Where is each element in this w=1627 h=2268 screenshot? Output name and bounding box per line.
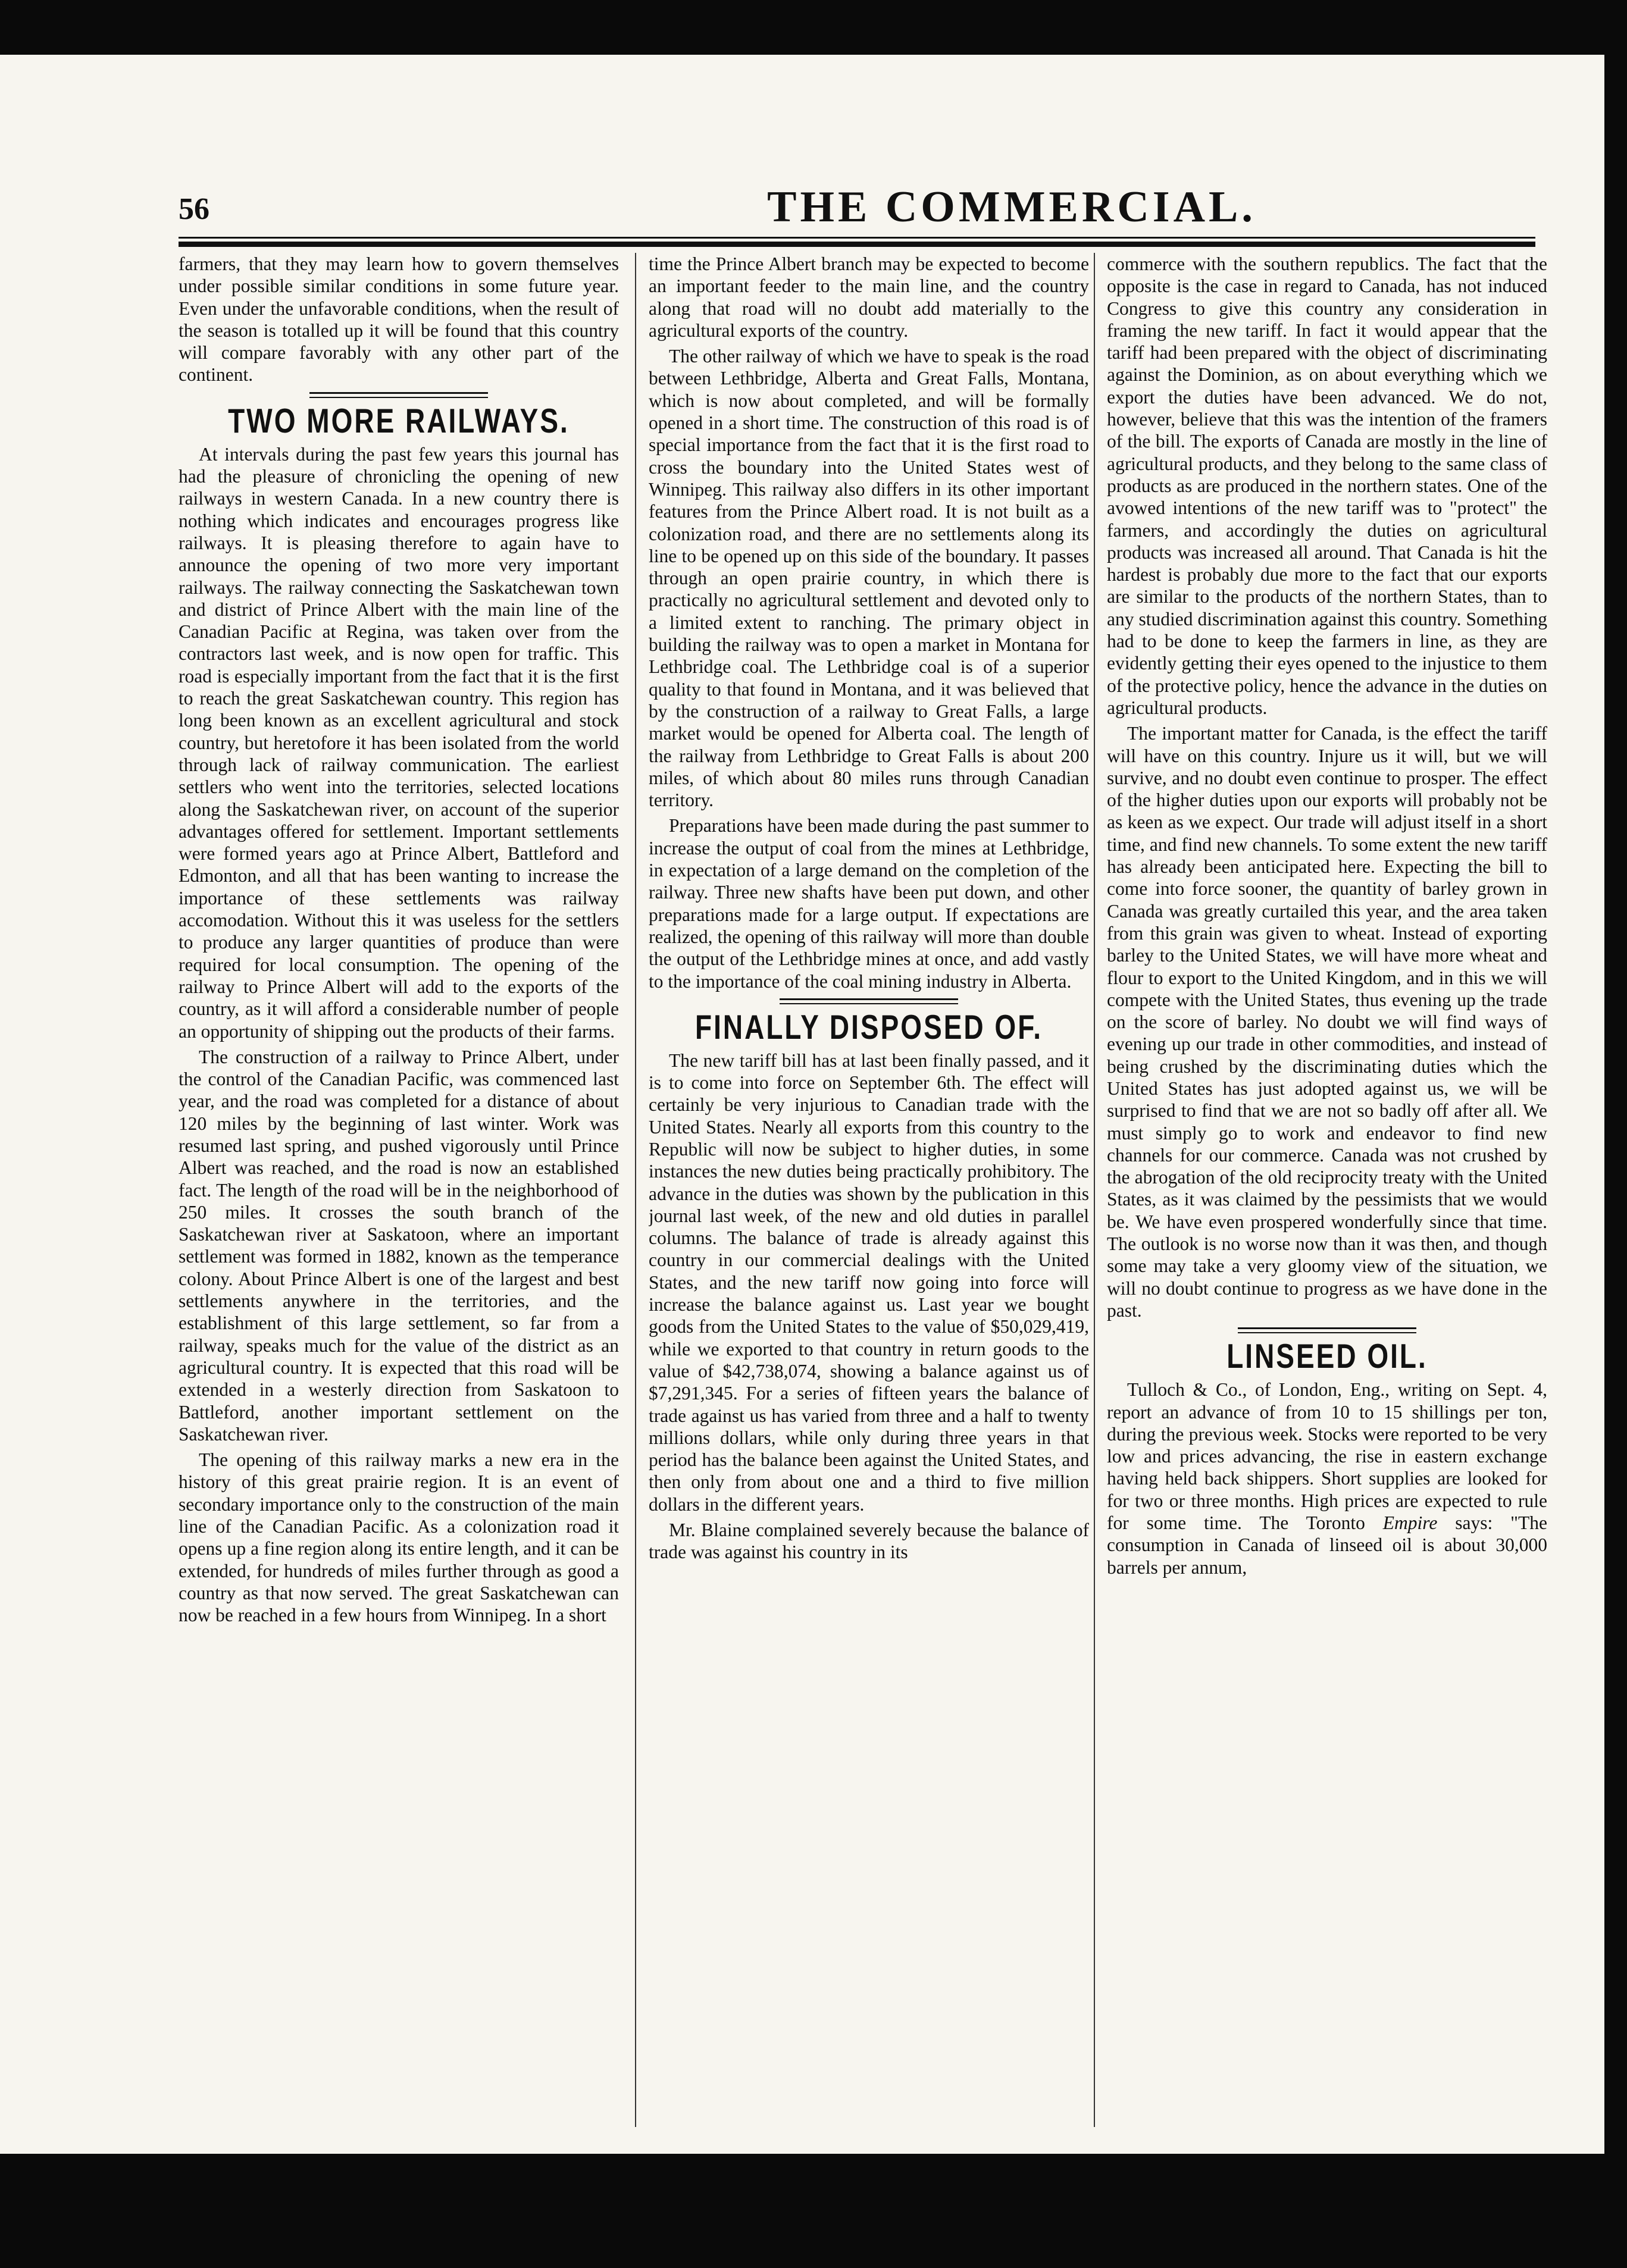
masthead-rule <box>179 237 1535 239</box>
heading-divider <box>309 392 488 398</box>
article-heading: TWO MORE RAILWAYS. <box>228 401 570 440</box>
text-segment: says: "The consumption in Canada of linseed oil is about 30,000 barrels per annum, <box>1107 1512 1547 1578</box>
article-continued-text: commerce with the southern republics. The fact that the opposite is the case in regard to Canada, has not induced Congress to give this country any consideration in framing the new tariff. In fact it would appear that the tariff had been prepared with the object of discriminating against the Dominion, as on about everything which we export the duties have been advanced. We do not, however, believe that this was the intention of the framers of the bill. The exports of Canada are mostly in the line of agricultural products, and they belong to the same class of products as are produced in the northern states. One of the avowed intentions of the new tariff was to "protect" the farmers, and accordingly the duties on agricultural products was increased all around. That Canada is hit the hardest is probably due more to the fact that our exports are similar to the products of the northern States, than to any studied discrimination against this country. Something had to be done to keep the farmers in line, as they are evidently getting their eyes opened to the injustice to them of the protective policy, hence the advance in the duties on agricultural products. <box>1107 253 1547 718</box>
article-paragraph: The opening of this railway marks a new era in the history of this great prairie region. It is an event of secondary importance only to the construction of the main line of the Canadian Pacific. As a colonization road it opens up a fine region along its entire length, and it can be extended, for hundreds of miles further through as good a country as that now served. The great Saskatchewan can now be reached in a few hours from Winnipeg. In a short <box>179 1449 619 1626</box>
article-paragraph: Preparations have been made during the past summer to increase the output of coal from the mines at Lethbridge, in expectation of a large demand on the completion of the railway. Three new shafts have been put down, and other preparations made for a large output. If expectations are realized, the opening of this railway will more than double the output of the Lethbridge mines at once, and add vastly to the importance of the coal mining industry in Alberta. <box>649 815 1089 992</box>
article-heading: FINALLY DISPOSED OF. <box>695 1007 1043 1047</box>
article-paragraph: The new tariff bill has at last been finally passed, and it is to come into force on September 6th. The effect will certainly be very injurious to Canadian trade with the United States. Nearly all exports from this country to the Republic will now be subject to higher duties, in some instances the new duties being practically prohibitory. The advance in the duties was shown by the publication in this journal last week, of the new and old duties in parallel columns. The balance of trade is already against this country in our commercial dealings with the United States, and the new tariff now going into force will increase the balance against us. Last year we bought goods from the United States to the value of $50,029,419, while we exported to that country in return goods to the value of $42,738,074, showing a balance against us of $7,291,345. For a series of fifteen years the balance of trade against us has varied from three and a half to twenty millions dollars, while only during three years in that period has the balance been against the United States, and then only from about one and a third to five million dollars in the different years. <box>649 1050 1089 1515</box>
article-paragraph <box>1107 1379 1547 1578</box>
article-header-linseed <box>1107 1327 1547 1376</box>
column-3 <box>1107 253 1547 2127</box>
column-rule-2 <box>1094 253 1095 2127</box>
masthead-title: THE COMMERCIAL. <box>767 183 1256 231</box>
article-continued-text: time the Prince Albert branch may be expected to become an important feeder to the main line, and the country along that road will no doubt add materially to the agricultural exports of the country. <box>649 253 1089 341</box>
article-heading: LINSEED OIL. <box>1226 1336 1428 1376</box>
text-segment: Tulloch & Co., of London, Eng., writing on Sept. 4, report an advance of from 10 to 15 shillings per ton, during the previous week. Stocks were reported to be very low and prices advancing, the rise in eastern exchange having held back shippers. Short supplies are looked for for two or three months. High prices are expected to rule for some time. The Toronto <box>1107 1379 1547 1534</box>
scan-border-top <box>0 0 1627 55</box>
scan-border-right <box>1604 0 1627 2268</box>
article-paragraph: The important matter for Canada, is the effect the tariff will have on this country. Injure us it will, but we will survive, and no doubt even continue to prosper. The effect of the higher duties upon our exports will probably not be as keen as we expect. Our trade will adjust itself in a short time, and find new channels. To some extent the new tariff has already been anticipated here. Expecting the bill to come into force sooner, the quantity of barley grown in Canada was greatly curtailed this year, and the area taken from this grain was given to wheat. Instead of exporting barley to the United States, we will have more wheat and flour to export to the United Kingdom, and in this we will compete with the United States, thus evening up the trade on the score of barley. No doubt we will find ways of evening up our trade in other commodities, and instead of being crushed by the discriminating duties which the United States has just adopted against us, we will be surprised to find that we are not so badly off after all. We must simply go to work and endeavor to find new channels for our commerce. Canada was not crushed by the abrogation of the old reciprocity treaty with the United States, as it was claimed by the pessimists that we would be. We have even prospered wonderfully since that time. The outlook is no worse now than it was then, and though some may take a very gloomy view of the situation, we will no doubt continue to progress as we have done in the past. <box>1107 723 1547 1321</box>
scan-border-bottom <box>0 2154 1627 2268</box>
italic-publication-name: Empire <box>1382 1512 1438 1534</box>
article-header-railways <box>179 392 619 440</box>
column-2 <box>649 253 1089 2127</box>
article-header-tariff <box>649 998 1089 1047</box>
article-paragraph: At intervals during the past few years this journal has had the pleasure of chronicling the opening of new railways in western Canada. In a new country there is nothing which indicates and encourages progress like railways. It is pleasing therefore to again have to announce the opening of two more very important railways. The railway connecting the Saskatchewan town and district of Prince Albert with the main line of the Canadian Pacific at Regina, was taken over from the contractors last week, and is now open for traffic. This road is especially important from the fact that it is the first to reach the great Saskatchewan country. This region has long been known as an excellent agricultural and stock country, but heretofore it has been isolated from the world through lack of railway communication. The earliest settlers who went into the territories, selected locations along the Saskatchewan river, on account of the superior advantages offered for settlement. Important settlements were formed years ago at Prince Albert, Battleford and Edmonton, and all that has been wanting to increase the importance of these settlements was railway accomodation. Without this it was useless for the settlers to produce any larger quantities of produce than were required for local consumption. The opening of the railway to Prince Albert will add to the exports of the country, as it will afford a considerable number of people an opportunity of shipping out the products of their farms. <box>179 443 619 1042</box>
article-continued-text: farmers, that they may learn how to govern themselves under possible similar conditions in some future year. Even under the unfavorable conditions, when the result of the season is totalled up it will be found that this country will compare favorably with any other part of the continent. <box>179 253 619 386</box>
heading-divider <box>1238 1327 1416 1333</box>
page-number: 56 <box>179 192 209 226</box>
masthead-rule-thick <box>179 242 1535 247</box>
heading-divider <box>780 998 958 1004</box>
column-1 <box>179 253 619 2127</box>
article-paragraph: Mr. Blaine complained severely because the balance of trade was against his country in its <box>649 1520 1089 1563</box>
article-paragraph: The construction of a railway to Prince Albert, under the control of the Canadian Pacific, was commenced last year, and the road was completed for a distance of about 120 miles by the beginning of last winter. Work was resumed last spring, and pushed vigorously until Prince Albert was reached, and the road is now an established fact. The length of the road will be in the neighborhood of 250 miles. It crosses the south branch of the Saskatchewan river at Saskatoon, where an important settlement was formed in 1882, known as the temperance colony. About Prince Albert is one of the largest and best settlements anywhere in the territories, and the establishment of this large settlement, so far from a railway, speaks much for the value of the district as an agricultural country. It is expected that this road will be extended in a westerly direction from Saskatoon to Battleford, another important settlement on the Saskatchewan river. <box>179 1046 619 1445</box>
article-paragraph: The other railway of which we have to speak is the road between Lethbridge, Alberta and Great Falls, Montana, which is now about completed, and will be formally opened in a short time. The construction of this road is of special importance from the fact that it is the first road to cross the boundary into the United States west of Winnipeg. This railway also differs in its other important features from the Prince Albert road. It is not built as a colonization road, and there are no settlements along its line to be opened up on this side of the boundary. It passes through an open prairie country, in which there is practically no agricultural settlement and devoted only to a limited extent to ranching. The primary object in building the railway was to open a market in Montana for Lethbridge coal. The Lethbridge coal is of a superior quality to that found in Montana, and it was believed that by the construction of a railway to Great Falls, a large market would be opened for Alberta coal. The length of the railway from Lethbridge to Great Falls is about 200 miles, of which about 80 miles runs through Canadian territory. <box>649 346 1089 811</box>
column-rule-1 <box>635 253 636 2127</box>
